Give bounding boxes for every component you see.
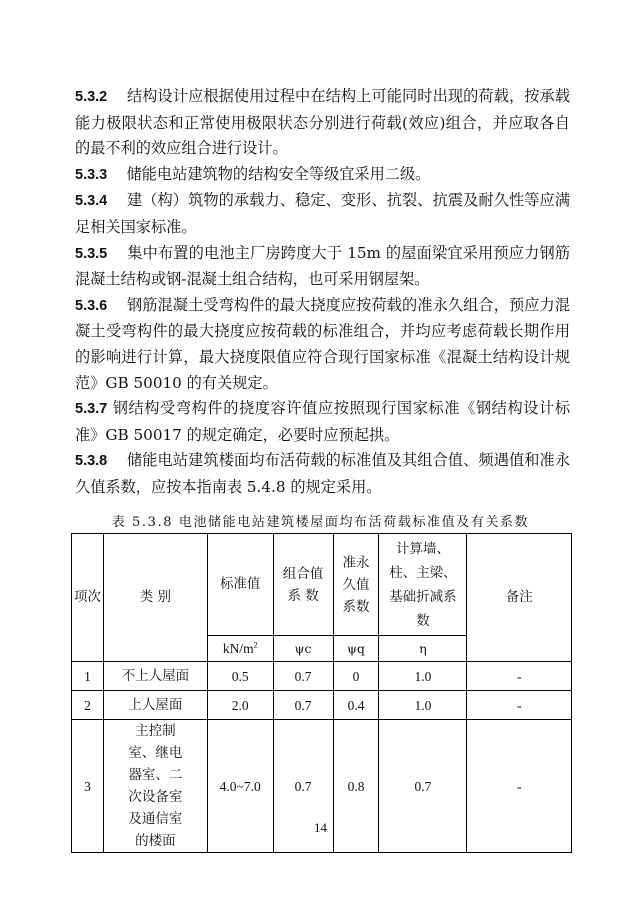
cell-category: 不上人屋面 bbox=[103, 662, 207, 691]
unit-reduction: η bbox=[379, 636, 467, 662]
cell-category: 上人屋面 bbox=[103, 691, 207, 720]
clause-5-3-6 bbox=[75, 293, 570, 396]
cell-combination: 0.7 bbox=[273, 720, 333, 853]
cell-quasi-permanent: 0.4 bbox=[333, 691, 379, 720]
cell-standard-value: 2.0 bbox=[207, 691, 273, 720]
cell-remarks: - bbox=[467, 662, 572, 691]
cell-combination: 0.7 bbox=[273, 691, 333, 720]
clause-text: 集中布置的电池主厂房跨度大于 15m 的屋面梁宜采用预应力钢筋混凝土结构或钢-混凝土组合结构，也可采用钢屋架。 bbox=[75, 243, 570, 289]
clause-text: 储能电站建筑楼面均布活荷载的标准值及其组合值、频遇值和准永久值系数，应按本指南表 5.4.8 的规定采用。 bbox=[75, 451, 570, 496]
unit-standard-value: $kN/m^2$ bbox=[207, 636, 273, 662]
clause-text: 建（构）筑物的承载力、稳定、变形、抗裂、抗震及耐久性等应满足相关国家标准。 bbox=[75, 191, 570, 236]
header-quasi-permanent: 准永久值系数 bbox=[333, 534, 379, 636]
clause-5-3-3 bbox=[75, 162, 570, 189]
table-caption: 表 5.3.8 电池储能电站建筑楼屋面均布活荷载标准值及有关系数 bbox=[111, 515, 530, 530]
cell-index: 3 bbox=[72, 720, 104, 853]
clause-text: 钢筋混凝土受弯构件的最大挠度应按荷载的准永久组合，预应力混凝土受弯构件的最大挠度应按荷载的标准组合，并均应考虑荷载长期作用的影响进行计算，最大挠度限值应符合现行国家标准《混凝土结构设计规范》GB 50010 的有关规定。 bbox=[75, 295, 570, 392]
load-coefficient-table bbox=[71, 533, 572, 853]
clause-5-3-7 bbox=[75, 396, 570, 448]
clause-5-3-5 bbox=[75, 241, 570, 293]
cell-combination: 0.7 bbox=[273, 662, 333, 691]
cell-reduction: 0.7 bbox=[379, 720, 467, 853]
cell-index: 1 bbox=[72, 662, 104, 691]
clauses-body bbox=[75, 84, 570, 501]
header-index: 项次 bbox=[72, 534, 104, 662]
table-row bbox=[72, 691, 572, 720]
cell-standard-value: 4.0~7.0 bbox=[207, 720, 273, 853]
clause-number: 5.3.7 bbox=[75, 401, 108, 418]
page-number: 14 bbox=[314, 820, 327, 835]
header-remarks: 备注 bbox=[467, 534, 572, 662]
table-row bbox=[72, 662, 572, 691]
cell-reduction: 1.0 bbox=[379, 691, 467, 720]
cell-standard-value: 0.5 bbox=[207, 662, 273, 691]
clause-number: 5.3.3 bbox=[75, 166, 108, 183]
header-reduction: 计算墙、柱、主梁、基础折减系数 bbox=[379, 534, 467, 636]
clause-text: 结构设计应根据使用过程中在结构上可能同时出现的荷载，按承载能力极限状态和正常使用极限状态分别进行荷载(效应)组合，并应取各自的最不利的效应组合进行设计。 bbox=[75, 87, 570, 158]
cell-remarks: - bbox=[467, 691, 572, 720]
cell-quasi-permanent: 0 bbox=[333, 662, 379, 691]
clause-number: 5.3.2 bbox=[75, 89, 108, 105]
clause-5-3-8 bbox=[75, 448, 570, 500]
unit-quasi-permanent: ψq bbox=[333, 636, 379, 662]
header-standard-value: 标准值 bbox=[207, 534, 273, 636]
cell-quasi-permanent: 0.8 bbox=[333, 720, 379, 853]
cell-category: 主控制室、继电器室、二次设备室及通信室的楼面 bbox=[103, 720, 207, 853]
unit-combination: ψc bbox=[273, 636, 333, 662]
clause-text: 钢结构受弯构件的挠度容许值应按照现行国家标准《钢结构设计标准》GB 50017 的规定确定，必要时应预起拱。 bbox=[75, 399, 571, 444]
clause-text: 储能电站建筑物的结构安全等级宜采用二级。 bbox=[126, 164, 431, 183]
header-combination: 组合值系 数 bbox=[273, 534, 333, 636]
cell-reduction: 1.0 bbox=[379, 662, 467, 691]
clause-number: 5.3.4 bbox=[75, 193, 108, 210]
clause-number: 5.3.8 bbox=[75, 453, 108, 470]
cell-index: 2 bbox=[72, 691, 104, 720]
clause-5-3-4 bbox=[75, 188, 570, 240]
header-category: 类 别 bbox=[103, 534, 207, 662]
clause-number: 5.3.6 bbox=[75, 297, 108, 314]
cell-remarks: - bbox=[467, 720, 572, 853]
clause-number: 5.3.5 bbox=[75, 245, 108, 262]
clause-5-3-2 bbox=[75, 84, 570, 162]
table-header-row bbox=[72, 534, 572, 636]
